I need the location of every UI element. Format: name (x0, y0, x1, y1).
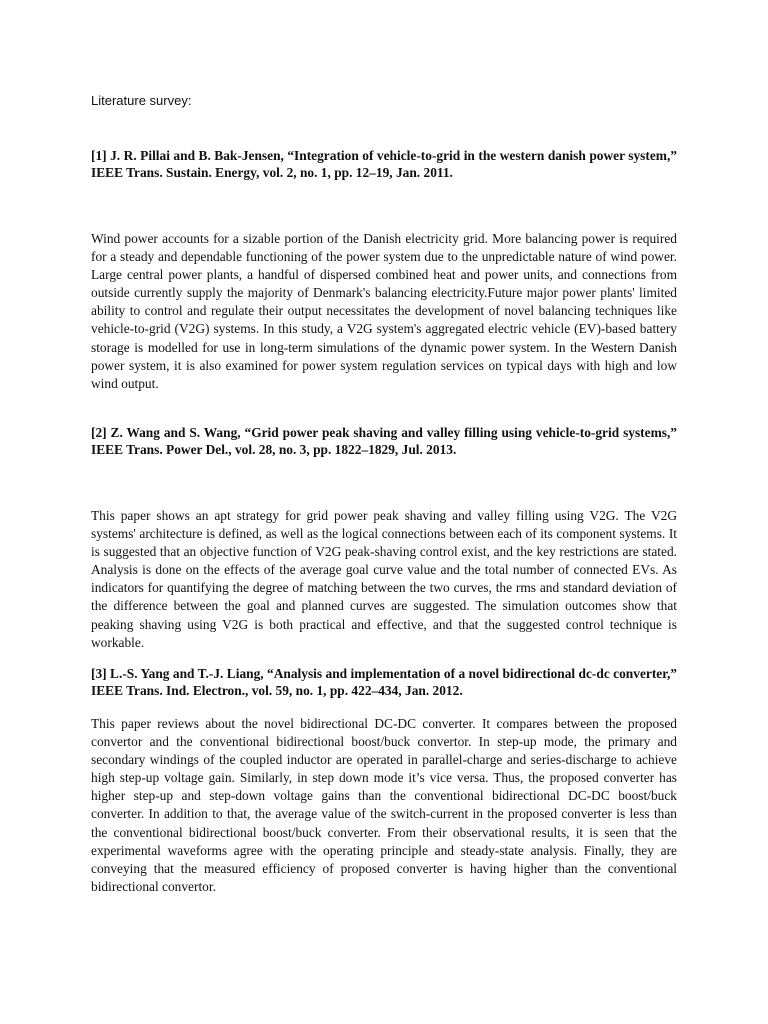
reference-citation-1: [1] J. R. Pillai and B. Bak-Jensen, “Integration of vehicle-to-grid in the western danish power system,” IEEE Trans. Sustain. Energy, vol. 2, no. 1, pp. 12–19, Jan. 2011. (91, 148, 677, 181)
reference-summary-1: Wind power accounts for a sizable portion of the Danish electricity grid. More balancing power is required for a steady and dependable functioning of the power system due to the unpredictable nature of wind power. Large central power plants, a handful of dispersed combined heat and power units, and connections from outside currently supply the majority of Denmark's balancing electricity.Future major power plants' limited ability to control and regulate their output necessitates the development of novel balancing techniques like vehicle-to-grid (V2G) systems. In this study, a V2G system's aggregated electric vehicle (EV)-based battery storage is modelled for use in long-term simulations of the dynamic power system. In the Western Danish power system, it is also examined for power system regulation services on typical days with high and low wind output. (91, 231, 677, 391)
reference-citation-2: [2] Z. Wang and S. Wang, “Grid power peak shaving and valley filling using vehicle-to-grid systems,” IEEE Trans. Power Del., vol. 28, no. 3, pp. 1822–1829, Jul. 2013. (91, 425, 677, 458)
reference-summary-2: This paper shows an apt strategy for grid power peak shaving and valley filling using V2G. The V2G systems' architecture is defined, as well as the logical connections between each of its component systems. It is suggested that an objective function of V2G peak-shaving control exist, and the key restrictions are stated. Analysis is done on the effects of the average goal curve value and the total number of connected EVs. As indicators for quantifying the degree of matching between the two curves, the rms and standard deviation of the difference between the goal and planned curves are suggested. The simulation outcomes show that peaking shaving using V2G is both practical and effective, and that the suggested control technique is workable. (91, 508, 677, 650)
reference-citation-3: [3] L.-S. Yang and T.-J. Liang, “Analysis and implementation of a novel bidirectional dc-dc converter,” IEEE Trans. Ind. Electron., vol. 59, no. 1, pp. 422–434, Jan. 2012. (91, 666, 677, 699)
page-heading: Literature survey: (91, 93, 192, 108)
reference-summary-3: This paper reviews about the novel bidirectional DC-DC converter. It compares between the proposed convertor and the conventional bidirectional boost/buck convertor. In step-up mode, the primary and secondary windings of the coupled inductor are operated in parallel-charge and series-discharge to achieve high step-up voltage gain. Similarly, in step down mode it’s vice versa. Thus, the proposed converter has higher step-up and step-down voltage gains than the conventional bidirectional DC-DC boost/buck converter. In addition to that, the average value of the switch-current in the proposed converter is less than the conventional bidirectional boost/buck converter. From their observational results, it is seen that the experimental waveforms agree with the operating principle and steady-state analysis. Finally, they are conveying that the measured efficiency of proposed converter is having higher than the conventional bidirectional convertor. (91, 716, 677, 894)
